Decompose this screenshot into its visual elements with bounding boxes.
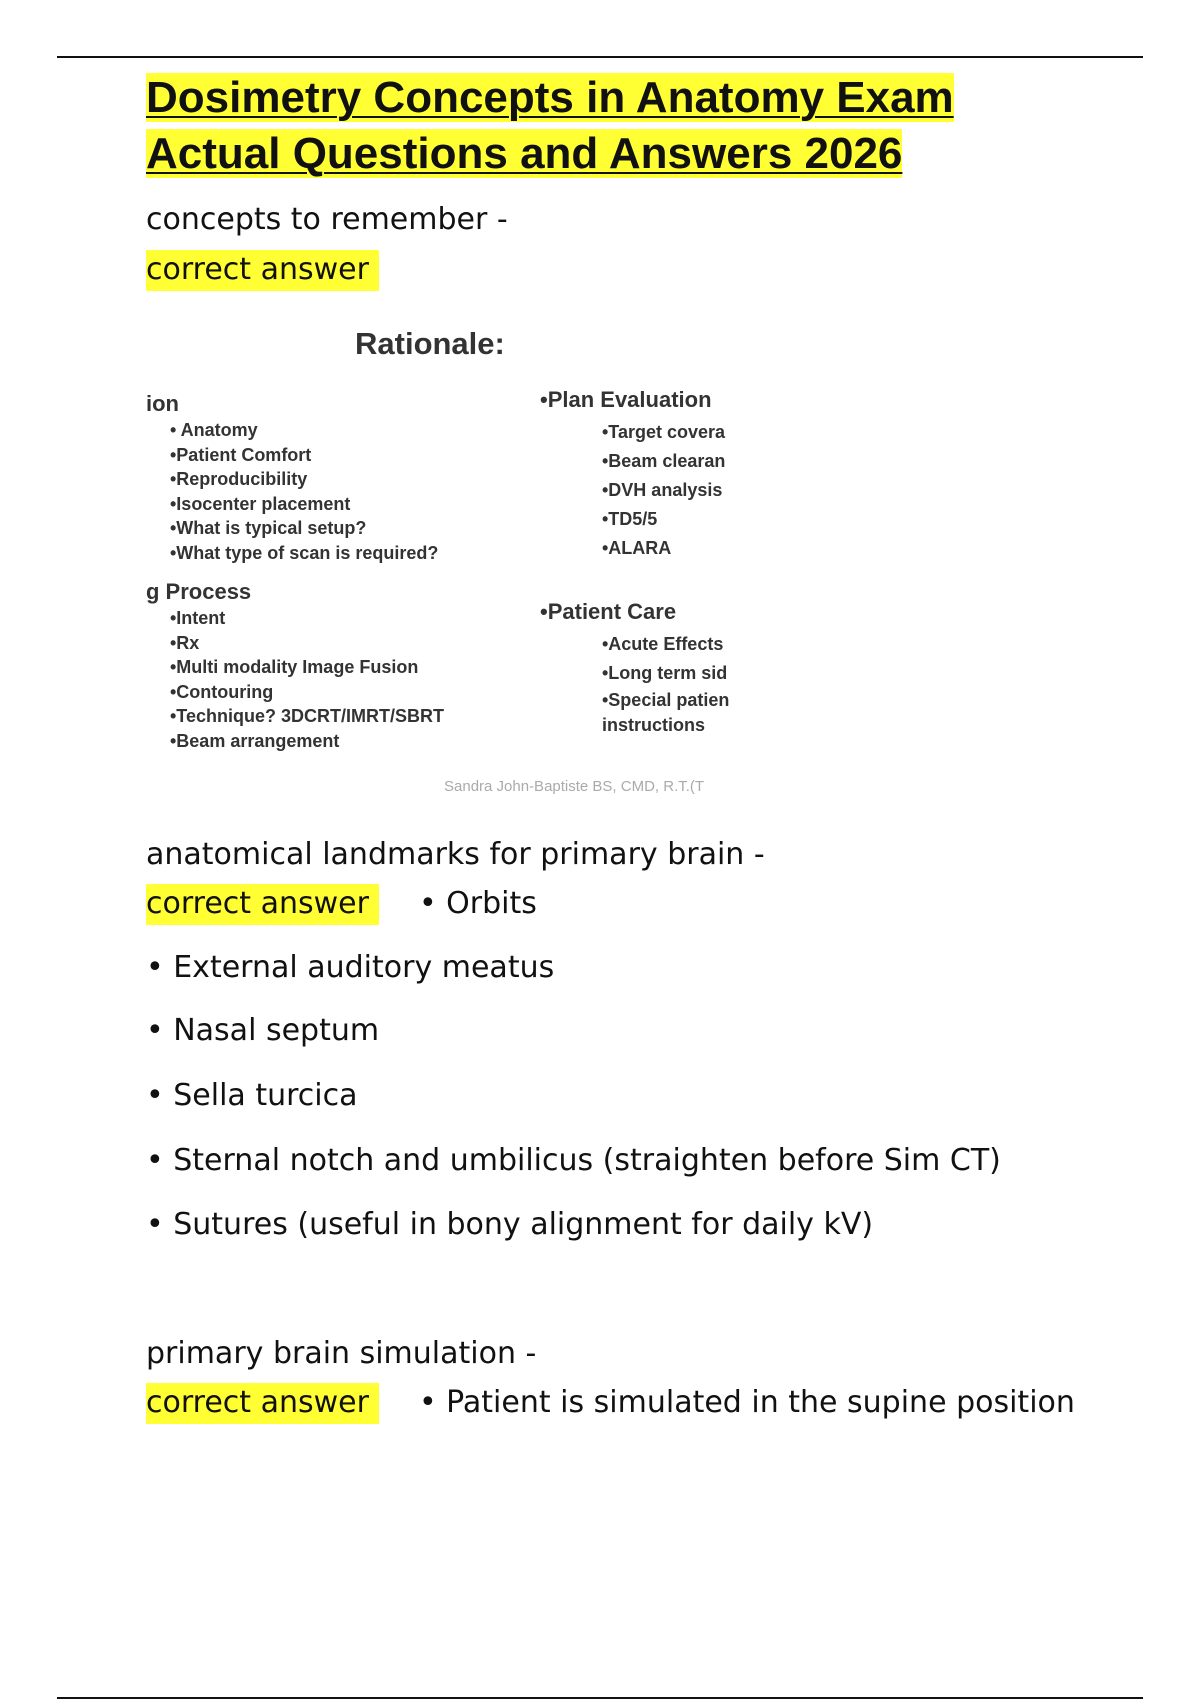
rationale-col-simulation <box>146 390 438 566</box>
rationale-col-plan-evaluation <box>540 386 725 563</box>
list-item: •Reproducibility <box>170 469 308 490</box>
answer-1-row <box>146 250 379 290</box>
top-rule <box>57 56 1143 58</box>
list-item: • Sella turcica <box>146 1078 358 1113</box>
list-item: • Anatomy <box>170 420 258 440</box>
answer-2-row <box>146 884 537 924</box>
list-item: • Sutures (useful in bony alignment for daily kV) <box>146 1207 874 1242</box>
correct-answer-label: correct answer <box>146 250 379 291</box>
rationale-col-patient-care <box>540 598 729 738</box>
answer-2-first-item: • Orbits <box>418 886 537 921</box>
rationale-col2-head: g Process <box>146 579 252 604</box>
list-item: instructions <box>602 715 706 735</box>
list-item: •Isocenter placement <box>170 493 351 514</box>
list-item: •Acute Effects <box>602 634 724 654</box>
list-item: •Long term sid <box>602 663 728 683</box>
answer-3-first-item: • Patient is simulated in the supine position <box>418 1385 1075 1420</box>
list-item: •Contouring <box>170 681 274 702</box>
list-item: • Nasal septum <box>146 1013 380 1048</box>
list-item: •What type of scan is required? <box>170 542 439 563</box>
list-item: •Rx <box>170 632 200 653</box>
list-item: •Beam clearan <box>602 451 726 471</box>
list-item: • External auditory meatus <box>146 950 555 985</box>
list-item: •TD5/5 <box>602 509 658 529</box>
rationale-image <box>146 318 756 808</box>
list-item: •Beam arrangement <box>170 730 340 751</box>
list-item: •Target covera <box>602 422 726 442</box>
question-3: primary brain simulation - <box>146 1336 537 1371</box>
rationale-col1-head: ion <box>146 391 179 416</box>
document-title: Dosimetry Concepts in Anatomy Exam Actual Questions and Answers 2026 <box>146 73 954 178</box>
rationale-credit: Sandra John-Baptiste BS, CMD, R.T.(T <box>444 778 705 795</box>
list-item: • Sternal notch and umbilicus (straighten before Sim CT) <box>146 1143 1001 1178</box>
correct-answer-label: correct answer <box>146 1383 379 1424</box>
question-2: anatomical landmarks for primary brain - <box>146 837 765 872</box>
list-item: •Special patien <box>602 690 730 710</box>
list-item: •ALARA <box>602 538 672 558</box>
rationale-title: Rationale: <box>355 326 505 361</box>
rationale-col3-list <box>540 418 725 563</box>
list-item: •What is typical setup? <box>170 518 367 539</box>
bottom-rule <box>57 1697 1143 1699</box>
correct-answer-label: correct answer <box>146 884 379 925</box>
rationale-col4-list <box>540 630 729 738</box>
rationale-col4-head: •Patient Care <box>540 599 677 624</box>
list-item: •Patient Comfort <box>170 444 312 465</box>
answer-3-row <box>146 1383 1075 1423</box>
question-1: concepts to remember - <box>146 202 508 237</box>
list-item: •Multi modality Image Fusion <box>170 657 419 678</box>
rationale-col1-list <box>146 418 438 566</box>
list-item: •Intent <box>170 608 226 628</box>
rationale-col2-list <box>146 606 444 754</box>
list-item: •Technique? 3DCRT/IMRT/SBRT <box>170 706 444 727</box>
rationale-col3-head: •Plan Evaluation <box>540 387 712 412</box>
rationale-col-planning <box>146 578 444 754</box>
list-item: •DVH analysis <box>602 480 723 500</box>
